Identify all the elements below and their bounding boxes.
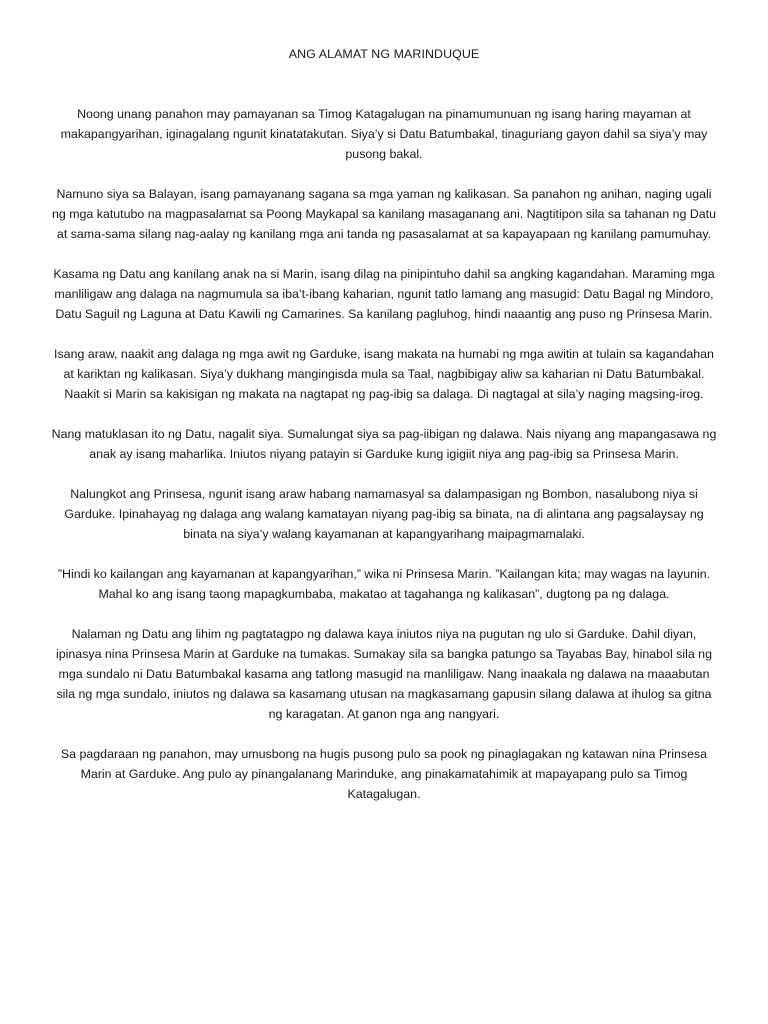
paragraph-2: Namuno siya sa Balayan, isang pamayanang sagana sa mga yaman ng kalikasan. Sa panahon ng anihan, naging ugali ng mga katutubo na magpasalamat sa Poong Maykapal sa kanilang masaganang ani. Nagtitipon sila sa tahanan ng Datu at sama-sama silang nag-aalay ng kanilang mga ani tanda ng pasasalamat at sa kapayapaan ng kanilang pamumuhay. bbox=[51, 187, 717, 241]
paragraph-7: ”Hindi ko kailangan ang kayamanan at kapangyarihan,” wika ni Prinsesa Marin. ”Kailangan kita; may wagas na layunin. Mahal ko ang isang taong mapagkumbaba, makatao at tagahanga ng kalikasan”, dugtong pa ng dalaga. bbox=[57, 567, 711, 601]
paragraph-9: Sa pagdaraan ng panahon, may umusbong na hugis pusong pulo sa pook ng pinaglagakan ng katawan nina Prinsesa Marin at Garduke. Ang pulo ay pinangalanang Marinduke, ang pinakamatahimik at mapayapang pulo sa Timog Katagalugan. bbox=[60, 747, 708, 801]
paragraph-3: Kasama ng Datu ang kanilang anak na si Marin, isang dilag na pinipintuho dahil sa angking kagandahan. Maraming mga manliligaw ang dalaga na nagmumula sa iba’t-ibang kaharian, ngunit tatlo lamang ang masugid: Datu Bagal ng Mindoro, Datu Saguil ng Laguna at Datu Kawili ng Camarines. Sa kanilang pagluhog, hindi naaantig ang puso ng Prinsesa Marin. bbox=[53, 267, 715, 321]
paragraph-1: Noong unang panahon may pamayanan sa Timog Katagalugan na pinamumunuan ng isang haring mayaman at makapangyarihan, iginagalang ngunit kinatatakutan. Siya’y si Datu Batumbakal, tinaguriang gayon dahil sa siya’y may pusong bakal. bbox=[60, 107, 708, 161]
paragraph-4: Isang araw, naakit ang dalaga ng mga awit ng Garduke, isang makata na humabi ng mga awitin at tulain sa kagandahan at kariktan ng kalikasan. Siya’y dukhang mangingisda mula sa Taal, nagbibigay aliw sa kaharian ni Datu Batumbakal. Naakit si Marin sa kakisigan ng makata na nagtapat ng pag-ibig sa dalaga. Di nagtagal at sila’y naging magsing-irog. bbox=[54, 347, 714, 401]
paragraph-8: Nalaman ng Datu ang lihim ng pagtatagpo ng dalawa kaya iniutos niya na pugutan ng ulo si Garduke. Dahil diyan, ipinasya nina Prinsesa Marin at Garduke na tumakas. Sumakay sila sa bangka patungo sa Tayabas Bay, hinabol sila ng mga sundalo ni Datu Batumbakal kasama ang tatlong masugid na manliligaw. Nang inaakala ng dalawa na maaabutan sila ng mga sundalo, iniutos ng dalawa sa kasamang utusan na magkasamang gapusin silang dalawa at ihulog sa gitna ng karagatan. At ganon nga ang nangyari. bbox=[56, 627, 712, 721]
paragraph-5: Nang matuklasan ito ng Datu, nagalit siya. Sumalungat siya sa pag-iibigan ng dalawa. Nais niyang ang mapangasawa ng anak ay isang maharlika. Iniutos niyang patayin si Garduke kung igigiit niya ang pag-ibig sa Prinsesa Marin. bbox=[51, 427, 717, 461]
paragraph-6: Nalungkot ang Prinsesa, ngunit isang araw habang namamasyal sa dalampasigan ng Bombon, nasalubong niya si Garduke. Ipinahayag ng dalaga ang walang kamatayan niyang pag-ibig sa binata, na di alintana ang pagsalaysay ng binata na siya’y walang kayamanan at kapangyarihang maipagmamalaki. bbox=[64, 487, 704, 541]
document-title: ANG ALAMAT NG MARINDUQUE bbox=[288, 47, 480, 61]
